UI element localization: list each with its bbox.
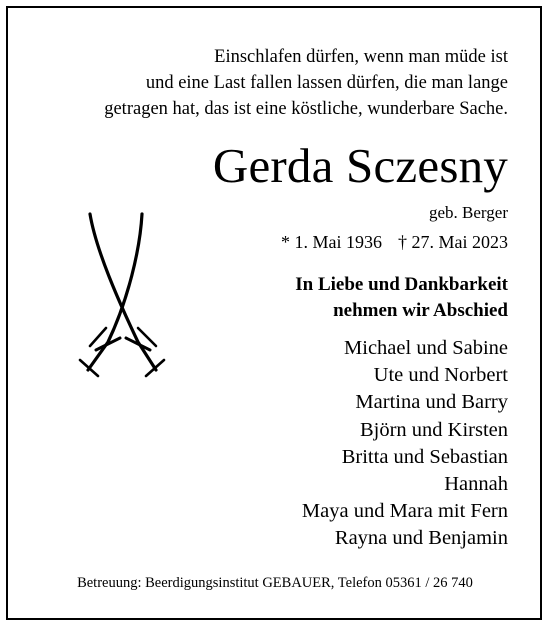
poem-line: Einschlafen dürfen, wenn man müde ist [214,47,508,67]
mourner-entry: Hannah [444,473,508,496]
farewell-line: nehmen wir Abschied [333,300,508,321]
mourner-entry: Britta und Sebastian [341,445,508,468]
life-dates [281,230,508,254]
poem-line: getragen hat, das ist eine köstliche, wunderbare Sache. [104,99,508,119]
deceased-name: Gerda Sczesny [212,138,508,193]
funeral-home-info: Betreuung: Beerdigungsinstitut GEBAUER, Telefon 05361 / 26 740 [77,575,473,591]
mourner-entry: Michael und Sabine [344,337,508,359]
death-date: † 27. Mai 2023 [398,232,508,252]
mourner-entry: Maya und Mara mit Fern [301,500,508,523]
mourner-entry: Björn und Kirsten [359,418,508,441]
crossed-swords-icon [76,210,168,380]
mourner-entry: Ute und Norbert [373,364,508,387]
farewell-line: In Liebe und Dankbarkeit [295,274,508,295]
birth-date: * 1. Mai 1936 [281,232,382,252]
mourners-list [302,335,508,553]
farewell-text [295,272,508,324]
maiden-name: geb. Berger [429,203,508,222]
poem-line: und eine Last fallen lassen dürfen, die man lange [145,73,508,93]
mourner-entry: Rayna und Benjamin [334,527,508,550]
mourner-entry: Martina und Barry [355,391,508,414]
poem [104,44,508,122]
